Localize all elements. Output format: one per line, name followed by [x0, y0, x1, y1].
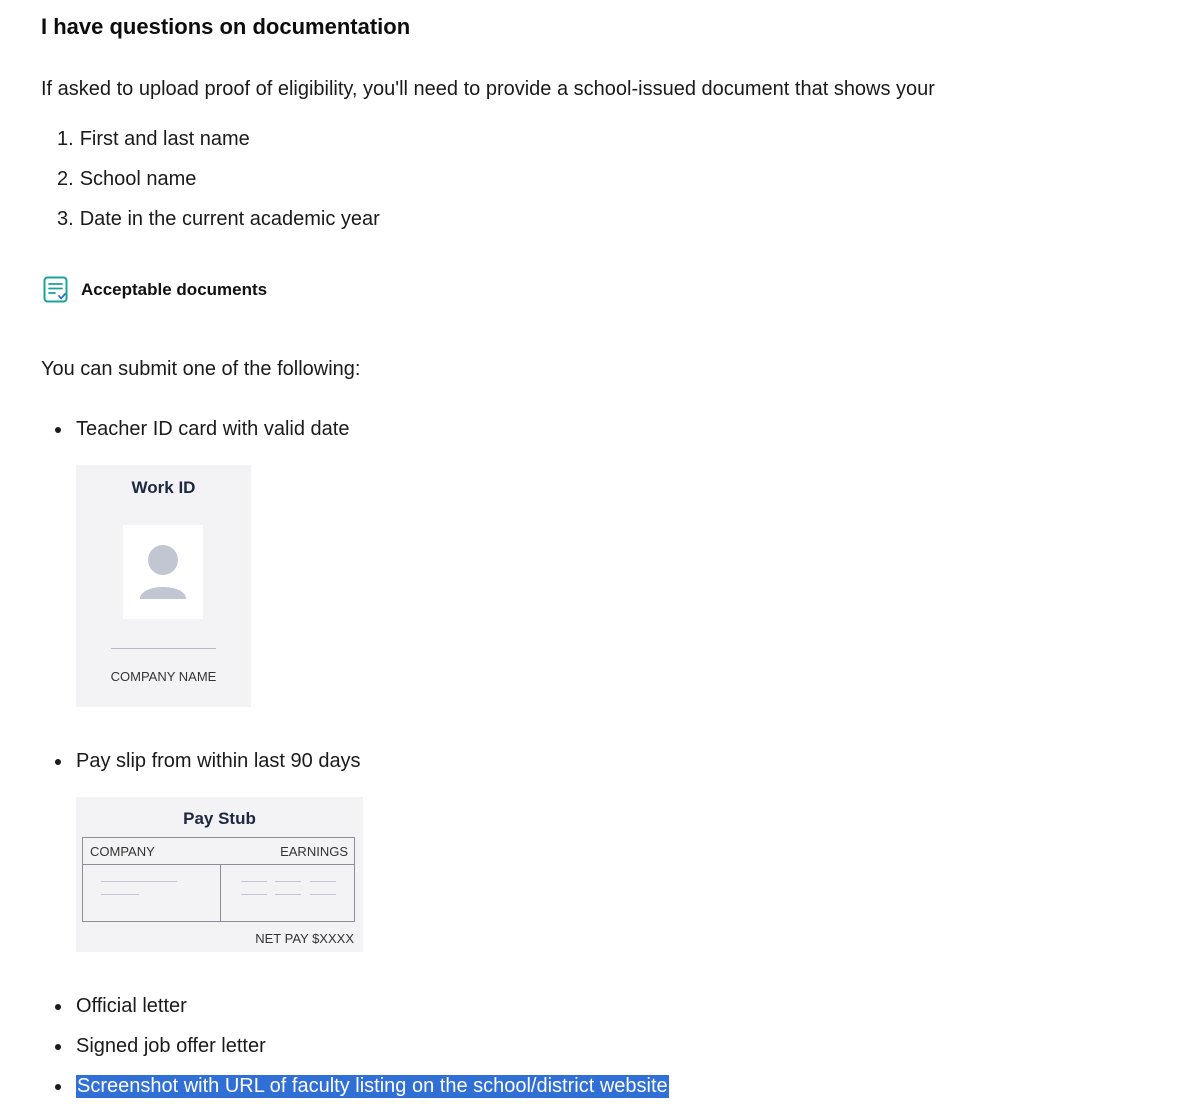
requirement-text: Date in the current academic year: [79, 208, 380, 230]
submit-instructions: You can submit one of the following:: [41, 358, 361, 380]
company-name-label: COMPANY NAME: [110, 669, 217, 684]
placeholder-line: [241, 881, 267, 882]
placeholder-line: [310, 894, 336, 895]
work-id-card-illustration: [76, 465, 251, 707]
document-list-item: [55, 1035, 266, 1058]
requirement-text: First and last name: [79, 128, 250, 150]
earnings-column-label: EARNINGS: [280, 844, 348, 859]
pay-stub-title: Pay Stub: [183, 809, 256, 828]
requirement-item: [57, 208, 380, 231]
placeholder-line: [101, 881, 177, 882]
pay-stub-header-row: [83, 838, 354, 865]
document-label: Signed job offer letter: [76, 1035, 266, 1057]
requirement-item: [57, 168, 196, 191]
bullet-dot: [55, 427, 61, 433]
requirement-item: [57, 128, 250, 151]
bullet-dot: [55, 1044, 61, 1050]
document-list-item: [55, 750, 361, 773]
placeholder-line: [310, 881, 336, 882]
placeholder-line: [241, 894, 267, 895]
document-label: Official letter: [76, 995, 187, 1017]
pay-stub-illustration: [76, 797, 363, 952]
intro-paragraph: If asked to upload proof of eligibility, you'll need to provide a school-issued document that shows your: [41, 78, 935, 100]
net-pay-label: NET PAY $XXXX: [255, 931, 354, 946]
document-check-icon: [43, 276, 69, 304]
placeholder-line: [275, 881, 301, 882]
requirement-number: 1.: [57, 128, 74, 150]
page-title: I have questions on documentation: [41, 14, 411, 39]
placeholder-line: [101, 894, 139, 895]
section-title: Acceptable documents: [81, 280, 268, 299]
document-list-item: [55, 418, 349, 441]
document-label: Teacher ID card with valid date: [76, 418, 350, 440]
requirement-number: 3.: [57, 208, 74, 230]
pay-stub-table: [82, 837, 355, 922]
bullet-dot: [55, 1004, 61, 1010]
person-avatar-icon: [123, 525, 203, 619]
column-divider: [220, 864, 221, 921]
document-list-item: [55, 995, 187, 1018]
company-column-label: COMPANY: [90, 844, 155, 859]
document-list-item: [55, 1075, 669, 1098]
photo-frame: [123, 525, 203, 619]
card-divider: [111, 648, 216, 649]
document-label: Pay slip from within last 90 days: [76, 750, 361, 772]
requirement-text: School name: [79, 168, 197, 190]
bullet-dot: [55, 759, 61, 765]
requirement-number: 2.: [57, 168, 74, 190]
acceptable-documents-header: [43, 276, 267, 304]
work-id-title: Work ID: [131, 478, 196, 497]
placeholder-line: [275, 894, 301, 895]
bullet-dot: [55, 1084, 61, 1090]
selected-document-label: Screenshot with URL of faculty listing on the school/district website: [77, 1075, 668, 1097]
